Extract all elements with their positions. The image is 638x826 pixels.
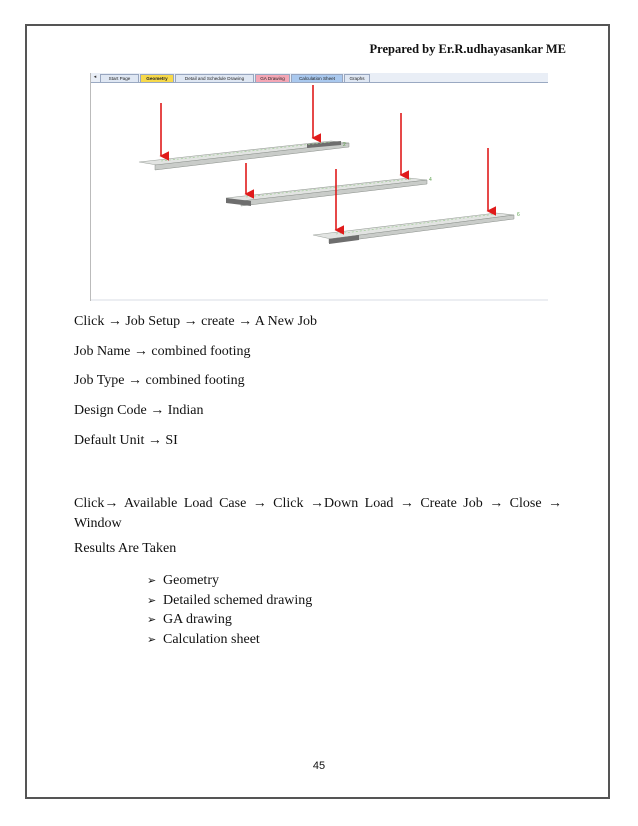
results-heading: Results Are Taken [74,541,177,556]
arrow-bullet-icon: ➢ [147,632,157,646]
instruction-line-5: Default Unit → SI [74,433,178,448]
node-label-2: 2 [343,142,346,148]
arrow-bullet-icon: ➢ [147,574,157,587]
results-list [147,571,312,649]
instruction-line-1: Click → Job Setup → create → A New Job [74,314,318,329]
node-label-4: 4 [429,177,432,183]
arrow-left-icon[interactable]: ◂ [93,74,97,80]
list-item: ➢ Detailed schemed drawing [147,591,312,611]
list-item: ➢ Calculation sheet [147,630,312,650]
footing-3d-view [91,83,548,301]
instruction-paragraph: Click→ Available Load Case → Click →Down Load → Create Job → Close → Window [74,496,562,531]
tab-detail-schedule-drawing[interactable]: Detail and Schedule Drawing [175,74,254,82]
list-item: ➢ GA drawing [147,610,312,630]
tab-graphs[interactable]: Graphs [344,74,370,82]
page-number: 45 [312,760,326,772]
instruction-line-4: Design Code → Indian [74,403,204,418]
tab-start-page[interactable]: Start Page [100,74,139,82]
tab-bar [91,73,548,83]
software-screenshot [90,73,548,301]
arrow-bullet-icon: ➢ [147,613,157,626]
instruction-line-3: Job Type → combined footing [74,373,245,388]
footing-slab-3 [313,213,514,244]
arrow-bullet-icon: ➢ [147,593,157,607]
tab-geometry[interactable]: Geometry [140,74,174,82]
header-prepared-by: Prepared by Er.R.udhayasankar ME [369,42,566,56]
node-label-6: 6 [517,212,520,218]
instruction-line-2: Job Name → combined footing [74,344,251,359]
footing-slab-2 [226,178,427,206]
footing-slab-1 [139,141,349,170]
tab-calculation-sheet[interactable]: Calculation Sheet [291,74,343,82]
list-item: ➢ Geometry [147,571,312,591]
tab-ga-drawing[interactable]: GA Drawing [255,74,290,82]
